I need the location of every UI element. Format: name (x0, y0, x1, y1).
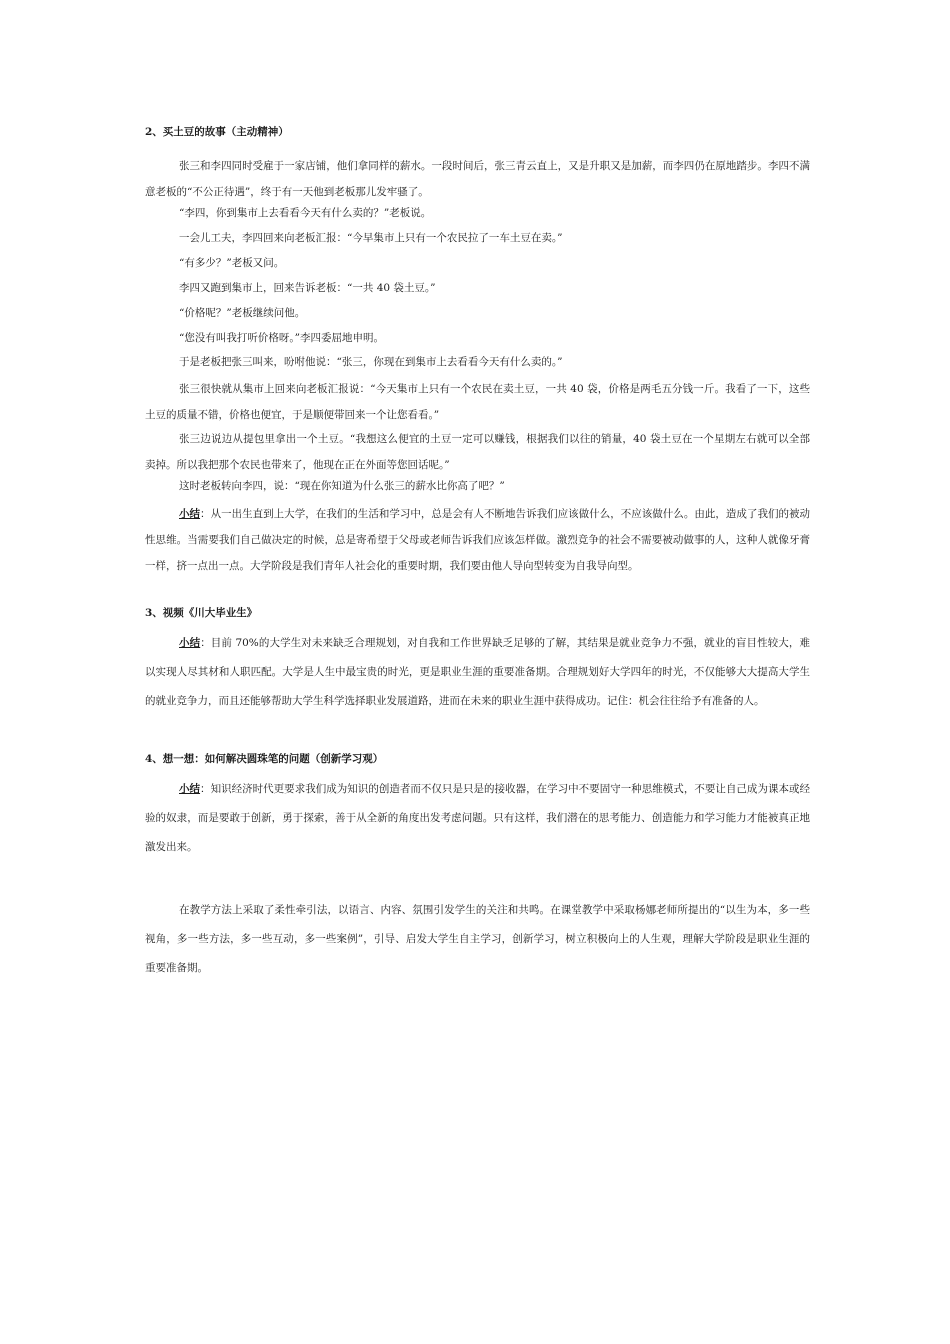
summary-label: 小结 (179, 637, 201, 649)
summary-label: 小结 (179, 508, 201, 520)
section-heading-4: 4、想一想：如何解决圆珠笔的问题（创新学习观） (145, 753, 384, 765)
summary-text: ：从一出生直到上大学，在我们的生活和学习中，总是会有人不断地告诉我们应该做什么，不应该做什么。由此，造成了我们的被动性思维。当需要我们自己做决定的时候，总是寄希望于父母或老师告诉我们应该怎样做。激烈竞争的社会不需要被动做事的人，这种人就像牙膏一样，挤一点出一点。大学阶段是我们青年人社会化的重要时期，我们要由他人导向型转变为自我导向型。 (145, 508, 811, 572)
story-line-7: 于是老板把张三叫来，吩咐他说：“张三，你现在到集市上去看看今天有什么卖的。” (179, 356, 563, 368)
story-line-6: “您没有叫我打听价格呀。”李四委屈地申明。 (179, 332, 384, 344)
story-line-2: 一会儿工夫，李四回来向老板汇报：“今早集市上只有一个农民拉了一车土豆在卖。” (179, 232, 563, 244)
summary-paragraph-4 (145, 775, 810, 862)
summary-paragraph-3 (145, 629, 810, 716)
story-line-8: 这时老板转向李四，说：“现在你知道为什么张三的薪水比你高了吧？” (179, 480, 505, 492)
story-paragraph-3: 张三边说边从提包里拿出一个土豆。“我想这么便宜的土豆一定可以赚钱，根据我们以往的销量，40 袋土豆在一个星期左右就可以全部卖掉。所以我把那个农民也带来了，他现在正在外面等您回话呢。” (145, 433, 810, 471)
summary-text: ：目前 70%的大学生对未来缺乏合理规划，对自我和工作世界缺乏足够的了解，其结果是就业竞争力不强，就业的盲目性较大，难以实现人尽其材和人职匹配。大学是人生中最宝贵的时光，更是职业生涯的重要准备期。合理规划好大学四年的时光，不仅能够大大提高大学生的就业竞争力，而且还能够帮助大学生科学选择职业发展道路，进而在未来的职业生涯中获得成功。记住：机会往往给予有准备的人。 (145, 637, 810, 707)
closing-paragraph: 在教学方法上采取了柔性牵引法，以语言、内容、氛围引发学生的关注和共鸣。在课堂教学中采取杨娜老师所提出的“以生为本，多一些视角，多一些方法，多一些互动，多一些案例”，引导、启发大学生自主学习，创新学习，树立积极向上的人生观，理解大学阶段是职业生涯的重要准备期。 (145, 904, 810, 974)
section-heading-3: 3、视频《川大毕业生》 (145, 607, 258, 619)
story-paragraph-1: 张三和李四同时受雇于一家店铺，他们拿同样的薪水。一段时间后，张三青云直上，又是升职又是加薪，而李四仍在原地踏步。李四不满意老板的“不公正待遇”，终于有一天他到老板那儿发牢骚了。 (145, 160, 810, 198)
story-line-4: 李四又跑到集市上，回来告诉老板：“一共 40 袋土豆。” (179, 282, 436, 294)
story-line-3: “有多少？”老板又问。 (179, 257, 285, 269)
story-line-5: “价格呢？”老板继续问他。 (179, 307, 306, 319)
story-paragraph-2: 张三很快就从集市上回来向老板汇报说：“今天集市上只有一个农民在卖土豆，一共 40 袋，价格是两毛五分钱一斤。我看了一下，这些土豆的质量不错，价格也便宜，于是顺便带回来一个让您看看。” (145, 383, 810, 421)
story-line-1: “李四，你到集市上去看看今天有什么卖的？”老板说。 (179, 207, 432, 219)
summary-text: ：知识经济时代更要求我们成为知识的创造者而不仅只是只是的接收器，在学习中不要固守一种思维模式，不要让自己成为课本或经验的奴隶，而是要敢于创新，勇于探索，善于从全新的角度出发考虑问题。只有这样，我们潜在的思考能力、创造能力和学习能力才能被真正地激发出来。 (145, 783, 811, 853)
summary-paragraph-2 (145, 501, 810, 579)
summary-label: 小结 (179, 783, 201, 795)
section-heading-2: 2、买土豆的故事（主动精神） (145, 126, 289, 138)
